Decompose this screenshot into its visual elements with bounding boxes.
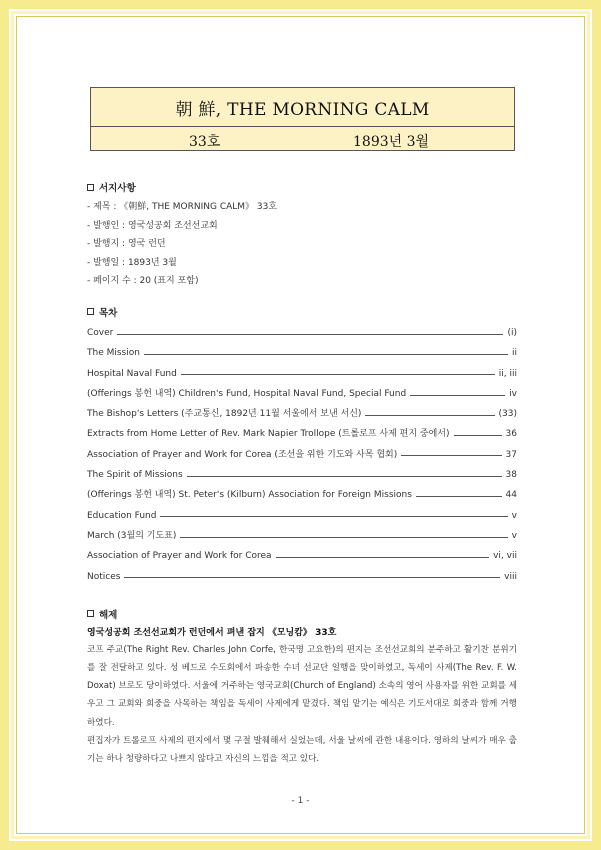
toc-entry-page: vi, vii: [493, 551, 517, 562]
summary-heading: [87, 607, 517, 621]
toc-entry: [87, 465, 517, 485]
title-box: [90, 87, 515, 151]
bibliography-item: - 발행인 : 영국성공회 조선선교회: [87, 220, 218, 231]
toc-heading: [87, 305, 517, 319]
toc-entry-title: Association of Prayer and Work for Corea: [87, 551, 272, 562]
toc-entry-page: 37: [505, 449, 517, 460]
bibliography-list: [87, 198, 517, 291]
toc-entry-title: Extracts from Home Letter of Rev. Mark Napier Trollope (트롤로프 사제 편지 중에서): [87, 429, 450, 440]
toc-list: [87, 323, 517, 587]
toc-entry: [87, 485, 517, 505]
bibliography-section: [87, 180, 517, 291]
bibliography-heading-label: 서지사항: [99, 183, 136, 194]
summary-title: 영국성공회 조선선교회가 런던에서 펴낸 잡지 《모닝캄》 33호: [87, 627, 337, 638]
issue-number: 33호: [189, 134, 221, 150]
dotted-leader: [117, 334, 503, 335]
toc-entry-title: Education Fund: [87, 510, 157, 521]
toc-heading-label: 목차: [99, 307, 118, 319]
toc-entry-title: Notices: [87, 571, 121, 582]
summary-heading-label: 해제: [99, 609, 118, 621]
toc-entry-page: ii: [511, 348, 517, 359]
toc-entry-title: Cover: [87, 327, 114, 338]
dotted-leader: [144, 354, 508, 355]
summary-paragraph: 코프 주교(The Right Rev. Charles John Corfe, 한국명 고요한)의 편지는 조선선교회의 분주하고 활기찬 분위기를 잘 전달하고 있다. 성 베드로 수도회에서 파송한 수녀 선교단 일행을 맞이하였고, 독세이 사제(The Rev. F. W. Doxat) 브로도 당이하였다. 서울에 거주하는 영국교회(Church of England) 소속의 영어 사용자를 위한 교회를 세우고 그 교회와 회중을 사목하는 책임을 독세이 사제에게 맡겼다. 책임 맡기는 예식은 기도서대로 회중과 함께 거행하였다.: [87, 644, 517, 728]
page-number: - 1 -: [291, 796, 310, 806]
toc-entry-page: ii, iii: [498, 368, 517, 379]
toc-entry-page: v: [511, 530, 517, 541]
dotted-leader: [454, 435, 502, 436]
toc-entry-page: (33): [498, 409, 517, 420]
toc-entry: [87, 323, 517, 343]
bibliography-item: - 제목 : 《朝鮮, THE MORNING CALM》 33호: [87, 202, 278, 212]
dotted-leader: [401, 455, 501, 456]
toc-entry: [87, 546, 517, 566]
toc-entry: [87, 384, 517, 404]
toc-entry-title: The Spirit of Missions: [87, 470, 183, 481]
bibliography-item: - 발행일 : 1893년 3월: [87, 257, 177, 268]
square-bullet-icon: [87, 308, 94, 315]
square-bullet-icon: [87, 610, 94, 617]
toc-entry: [87, 364, 517, 384]
toc-entry-title: Association of Prayer and Work for Corea (조선을 위한 기도와 사목 협회): [87, 449, 398, 460]
toc-entry: [87, 445, 517, 465]
toc-entry-page: viii: [504, 571, 517, 582]
bibliography-item: - 페이지 수 : 20 (표지 포함): [87, 276, 199, 287]
issue-date: 1893년 3월: [353, 134, 430, 150]
toc-entry: [87, 506, 517, 526]
dotted-leader: [410, 395, 505, 396]
toc-entry-page: v: [511, 510, 517, 521]
square-bullet-icon: [87, 184, 94, 191]
journal-title: 朝 鮮, THE MORNING CALM: [91, 88, 514, 127]
dotted-leader: [416, 496, 502, 497]
toc-entry-title: Hospital Naval Fund: [87, 368, 177, 379]
bibliography-heading: [87, 180, 517, 194]
dotted-leader: [187, 476, 502, 477]
page-content: [87, 180, 517, 768]
toc-entry-page: 38: [505, 470, 517, 481]
toc-entry-page: 36: [505, 429, 517, 440]
toc-entry: [87, 404, 517, 424]
toc-section: [87, 305, 517, 587]
toc-entry-title: The Bishop's Letters (주교통신, 1892년 11월 서울에서 보낸 서신): [87, 409, 362, 420]
dotted-leader: [124, 577, 500, 578]
summary-section: [87, 607, 517, 768]
dotted-leader: [365, 415, 494, 416]
dotted-leader: [160, 516, 507, 517]
toc-entry-page: 44: [505, 490, 517, 501]
summary-paragraph: 편집자가 트롤로프 사제의 편지에서 몇 구절 발췌해서 실었는데, 서울 날씨에 관한 내용이다. 영하의 날씨가 매우 춥기는 하나 청량하다고 나쁘지 않다고 자신의 느낌을 적고 있다.: [87, 735, 517, 765]
toc-entry-title: March (3월의 기도표): [87, 530, 177, 541]
dotted-leader: [276, 557, 490, 558]
dotted-leader: [181, 374, 495, 375]
issue-row: [91, 127, 514, 152]
toc-entry-page: (i): [507, 327, 517, 338]
toc-entry: [87, 424, 517, 444]
toc-entry-title: (Offerings 봉헌 내역) St. Peter's (Kilburn) Association for Foreign Missions: [87, 490, 412, 501]
toc-entry: [87, 343, 517, 363]
toc-entry: [87, 567, 517, 587]
toc-entry-title: The Mission: [87, 348, 140, 359]
dotted-leader: [180, 537, 507, 538]
toc-entry-page: iv: [509, 388, 517, 399]
bibliography-item: - 발행지 : 영국 런던: [87, 239, 166, 250]
toc-entry: [87, 526, 517, 546]
toc-entry-title: (Offerings 봉헌 내역) Children's Fund, Hospital Naval Fund, Special Fund: [87, 388, 407, 399]
